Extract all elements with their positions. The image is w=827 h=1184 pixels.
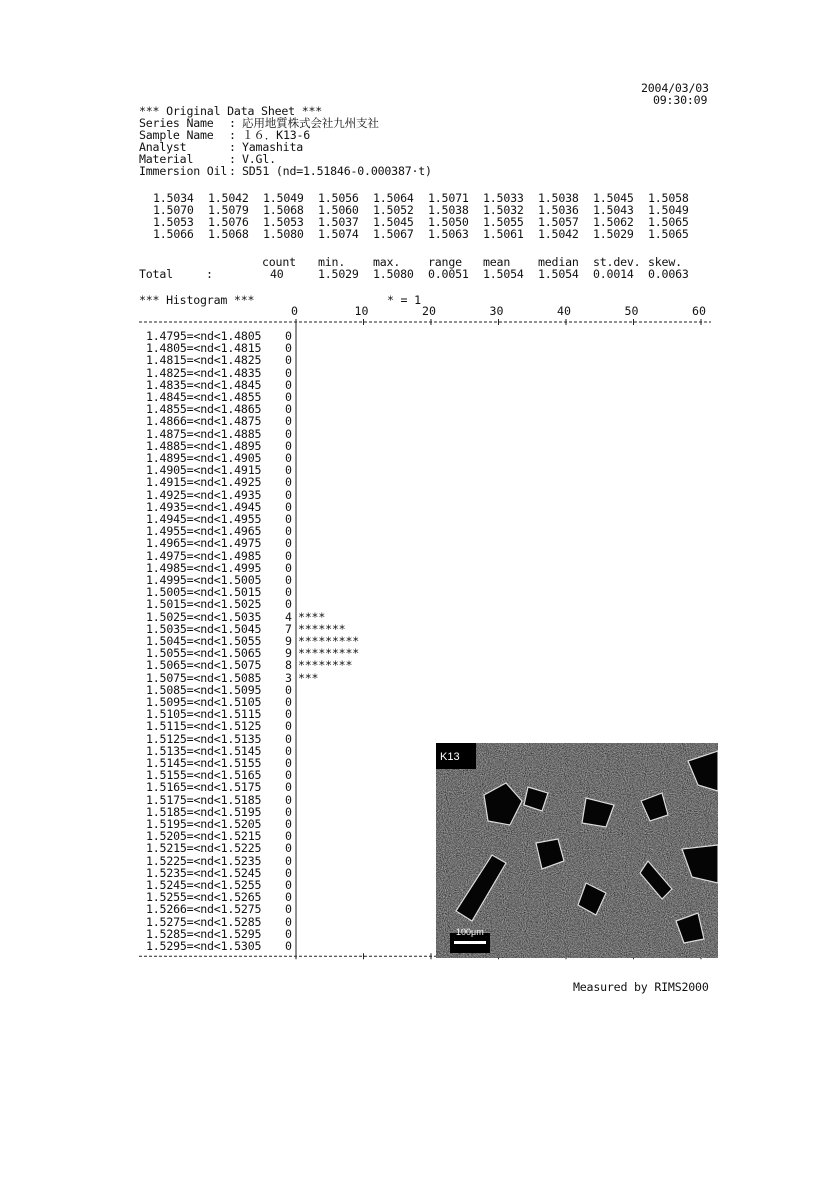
histogram-bar: *** bbox=[298, 670, 319, 685]
stat-header: count bbox=[262, 255, 296, 269]
histogram-bin-count: 0 bbox=[285, 865, 292, 880]
measurement-value: 1.5053 bbox=[263, 215, 304, 229]
histogram-bin-count: 0 bbox=[285, 560, 292, 575]
field-value: 応用地質株式会社九州支社 bbox=[242, 116, 379, 130]
histogram-bin-range: 1.5225=<nd<1.5235 bbox=[146, 853, 262, 868]
measurement-value: 1.5061 bbox=[483, 227, 524, 241]
micrograph-image bbox=[436, 743, 718, 958]
stat-value: 0.0014 bbox=[593, 267, 634, 281]
measurement-value: 1.5038 bbox=[428, 203, 469, 217]
scale-bar-label: 100μm bbox=[456, 927, 484, 937]
histogram-bin-range: 1.4975=<nd<1.4985 bbox=[146, 548, 262, 563]
histogram-bin-range: 1.5135=<nd<1.5145 bbox=[146, 743, 262, 758]
histogram-bin-range: 1.5005=<nd<1.5015 bbox=[146, 585, 262, 600]
print-date: 2004/03/03 bbox=[641, 81, 709, 95]
histogram-bin-range: 1.5115=<nd<1.5125 bbox=[146, 719, 262, 734]
histogram-bin-range: 1.4795=<nd<1.4805 bbox=[146, 329, 262, 343]
histogram-bin-range: 1.4895=<nd<1.4905 bbox=[146, 451, 262, 465]
histogram-bin-range: 1.4885=<nd<1.4895 bbox=[146, 438, 262, 453]
field-value: V.Gl. bbox=[242, 152, 276, 166]
stat-value: 1.5080 bbox=[373, 267, 414, 281]
histogram-bin-count: 0 bbox=[285, 341, 292, 356]
measurement-value: 1.5080 bbox=[263, 227, 304, 241]
histogram-bin-count: 0 bbox=[285, 414, 292, 429]
measurement-value: 1.5060 bbox=[318, 203, 359, 217]
histogram-bin-count: 0 bbox=[285, 329, 292, 343]
histogram-bin-count: 0 bbox=[285, 475, 292, 490]
measurement-value: 1.5070 bbox=[153, 203, 194, 217]
measurement-value: 1.5055 bbox=[483, 215, 524, 229]
histogram-bin-count: 0 bbox=[285, 573, 292, 587]
measurement-value: 1.5029 bbox=[593, 227, 634, 241]
histogram-bin-range: 1.5266=<nd<1.5275 bbox=[146, 902, 262, 917]
histogram-bin-range: 1.5045=<nd<1.5055 bbox=[146, 634, 262, 648]
measurement-value: 1.5065 bbox=[648, 215, 689, 229]
field-value: Yamashita bbox=[242, 140, 304, 154]
field-label: Material bbox=[139, 152, 194, 166]
histogram-bin-range: 1.5215=<nd<1.5225 bbox=[146, 841, 262, 856]
measurement-value: 1.5050 bbox=[428, 215, 469, 229]
histogram-bin-count: 0 bbox=[285, 487, 292, 502]
measurement-value: 1.5052 bbox=[373, 203, 414, 217]
histogram-bin-count: 0 bbox=[285, 451, 292, 465]
axis-tick-label: 60 bbox=[692, 304, 706, 318]
measurement-value: 1.5068 bbox=[208, 227, 249, 241]
measurement-value: 1.5067 bbox=[373, 227, 414, 241]
field-label: Immersion Oil bbox=[139, 164, 228, 178]
stat-header: st.dev. bbox=[593, 255, 641, 269]
histogram-bin-count: 0 bbox=[285, 463, 292, 478]
histogram-bin-range: 1.4965=<nd<1.4975 bbox=[146, 536, 262, 551]
stat-colon: : bbox=[206, 267, 213, 281]
stat-row-label: Total bbox=[139, 267, 173, 281]
histogram-bin-range: 1.5065=<nd<1.5075 bbox=[146, 658, 262, 673]
measurement-value: 1.5071 bbox=[428, 191, 469, 205]
histogram-bin-count: 0 bbox=[285, 768, 292, 783]
histogram-bin-count: 4 bbox=[285, 609, 292, 624]
measurement-value: 1.5033 bbox=[483, 191, 524, 205]
footer-credit: Measured by RIMS2000 bbox=[573, 980, 709, 994]
histogram-bin-count: 0 bbox=[285, 780, 292, 795]
measurement-value: 1.5034 bbox=[153, 191, 194, 205]
stat-value: 0.0051 bbox=[428, 267, 469, 281]
field-colon: : bbox=[229, 128, 236, 142]
histogram-bin-count: 0 bbox=[285, 353, 292, 368]
stat-header: range bbox=[428, 255, 462, 269]
measurement-value: 1.5079 bbox=[208, 203, 249, 217]
histogram-bin-range: 1.5125=<nd<1.5135 bbox=[146, 731, 262, 746]
histogram-bin-range: 1.4955=<nd<1.4965 bbox=[146, 524, 262, 539]
measurement-value: 1.5045 bbox=[373, 215, 414, 229]
measurement-value: 1.5038 bbox=[538, 191, 579, 205]
measurement-value: 1.5064 bbox=[373, 191, 414, 205]
measurement-value: 1.5065 bbox=[648, 227, 689, 241]
histogram-bin-range: 1.4995=<nd<1.5005 bbox=[146, 573, 262, 587]
measurement-value: 1.5032 bbox=[483, 203, 524, 217]
histogram-bin-range: 1.4945=<nd<1.4955 bbox=[146, 512, 262, 526]
histogram-bin-count: 0 bbox=[285, 853, 292, 868]
histogram-bin-range: 1.4825=<nd<1.4835 bbox=[146, 365, 262, 380]
histogram-bin-range: 1.5165=<nd<1.5175 bbox=[146, 780, 262, 795]
histogram-bar: ********* bbox=[298, 634, 360, 648]
axis-tick-label: 10 bbox=[354, 304, 369, 318]
histogram-bin-range: 1.4815=<nd<1.4825 bbox=[146, 353, 262, 368]
stat-value: 1.5029 bbox=[318, 267, 359, 281]
histogram-bin-count: 0 bbox=[285, 792, 292, 807]
histogram-bin-count: 0 bbox=[285, 524, 292, 539]
histogram-bin-count: 0 bbox=[285, 499, 292, 514]
histogram-bin-range: 1.5195=<nd<1.5205 bbox=[146, 817, 262, 831]
field-value: SD51 (nd=1.51846-0.000387·t) bbox=[242, 164, 432, 178]
histogram-bin-range: 1.4835=<nd<1.4845 bbox=[146, 377, 262, 392]
histogram-bin-count: 3 bbox=[285, 670, 292, 685]
histogram-bin-range: 1.5245=<nd<1.5255 bbox=[146, 878, 262, 892]
histogram-bin-range: 1.5145=<nd<1.5155 bbox=[146, 756, 262, 770]
histogram-bin-count: 0 bbox=[285, 804, 292, 819]
measurement-value: 1.5056 bbox=[318, 191, 359, 205]
histogram-bar: ********* bbox=[298, 646, 360, 661]
measurement-value: 1.5063 bbox=[428, 227, 469, 241]
histogram-bin-count: 0 bbox=[285, 841, 292, 856]
micrograph-texture bbox=[436, 743, 718, 958]
stat-value: 0.0063 bbox=[648, 267, 689, 281]
histogram-bin-count: 0 bbox=[285, 402, 292, 417]
histogram-bin-range: 1.4875=<nd<1.4885 bbox=[146, 426, 262, 441]
histogram-bin-range: 1.5035=<nd<1.5045 bbox=[146, 621, 262, 636]
histogram-bin-range: 1.4866=<nd<1.4875 bbox=[146, 414, 262, 429]
histogram-bin-range: 1.4935=<nd<1.4945 bbox=[146, 499, 262, 514]
histogram-bar: ******** bbox=[298, 658, 353, 673]
histogram-bin-range: 1.4905=<nd<1.4915 bbox=[146, 463, 262, 478]
field-colon: : bbox=[229, 152, 236, 166]
histogram-bin-range: 1.4985=<nd<1.4995 bbox=[146, 560, 262, 575]
sheet-title: *** Original Data Sheet *** bbox=[139, 104, 323, 118]
measurement-value: 1.5037 bbox=[318, 215, 359, 229]
histogram-bin-count: 0 bbox=[285, 926, 292, 941]
field-label: Series Name bbox=[139, 116, 214, 130]
axis-tick-label: 20 bbox=[422, 304, 436, 318]
histogram-bin-count: 0 bbox=[285, 829, 292, 844]
histogram-bin-range: 1.5235=<nd<1.5245 bbox=[146, 865, 262, 880]
stat-value: 40 bbox=[270, 267, 284, 281]
histogram-bin-count: 0 bbox=[285, 536, 292, 551]
histogram-bin-count: 0 bbox=[285, 426, 292, 441]
histogram-bin-count: 0 bbox=[285, 817, 292, 831]
histogram-bin-count: 9 bbox=[285, 634, 292, 648]
histogram-title: *** Histogram *** bbox=[139, 293, 255, 307]
stat-value: 1.5054 bbox=[483, 267, 524, 281]
histogram-bin-count: 0 bbox=[285, 878, 292, 892]
stat-header: skew. bbox=[648, 255, 682, 269]
histogram-bin-count: 0 bbox=[285, 585, 292, 600]
histogram-bin-count: 0 bbox=[285, 890, 292, 905]
histogram-bin-count: 0 bbox=[285, 695, 292, 709]
histogram-bin-count: 0 bbox=[285, 438, 292, 453]
histogram-bin-count: 0 bbox=[285, 707, 292, 722]
stat-header: median bbox=[538, 255, 579, 269]
histogram-bin-count: 0 bbox=[285, 548, 292, 563]
measurement-value: 1.5045 bbox=[593, 191, 634, 205]
histogram-bin-range: 1.4805=<nd<1.4815 bbox=[146, 341, 262, 356]
histogram-bin-range: 1.5095=<nd<1.5105 bbox=[146, 695, 262, 709]
measurement-value: 1.5049 bbox=[263, 191, 304, 205]
histogram-bin-count: 0 bbox=[285, 719, 292, 734]
histogram-bin-count: 0 bbox=[285, 365, 292, 380]
measurement-value: 1.5049 bbox=[648, 203, 689, 217]
measurement-value: 1.5053 bbox=[153, 215, 194, 229]
histogram-bin-range: 1.4925=<nd<1.4935 bbox=[146, 487, 262, 502]
measurement-value: 1.5074 bbox=[318, 227, 359, 241]
histogram-legend: * = 1 bbox=[387, 293, 421, 307]
measurement-value: 1.5068 bbox=[263, 203, 304, 217]
measurement-value: 1.5058 bbox=[648, 191, 689, 205]
histogram-bin-count: 0 bbox=[285, 731, 292, 746]
histogram-bin-range: 1.5275=<nd<1.5285 bbox=[146, 914, 262, 929]
histogram-bin-count: 8 bbox=[285, 658, 292, 673]
stat-header: min. bbox=[318, 255, 346, 269]
stat-header: max. bbox=[373, 255, 401, 269]
histogram-bin-range: 1.5015=<nd<1.5025 bbox=[146, 597, 262, 612]
histogram-bin-count: 0 bbox=[285, 682, 292, 697]
histogram-bin-range: 1.5185=<nd<1.5195 bbox=[146, 804, 262, 819]
histogram-bin-range: 1.5155=<nd<1.5165 bbox=[146, 768, 262, 783]
histogram-bin-range: 1.5055=<nd<1.5065 bbox=[146, 646, 262, 661]
histogram-bin-range: 1.5075=<nd<1.5085 bbox=[146, 670, 262, 685]
axis-tick-label: 40 bbox=[557, 304, 571, 318]
histogram-bin-count: 0 bbox=[285, 914, 292, 929]
histogram-bin-range: 1.4845=<nd<1.4855 bbox=[146, 390, 262, 404]
axis-tick-label: 0 bbox=[291, 304, 298, 318]
histogram-bin-count: 0 bbox=[285, 756, 292, 770]
scale-bar bbox=[454, 941, 486, 944]
micrograph-label: K13 bbox=[440, 751, 460, 763]
histogram-bin-range: 1.5085=<nd<1.5095 bbox=[146, 682, 262, 697]
stat-header: mean bbox=[483, 255, 511, 269]
print-time: 09:30:09 bbox=[653, 93, 708, 107]
histogram-bin-count: 0 bbox=[285, 377, 292, 392]
measurement-value: 1.5036 bbox=[538, 203, 579, 217]
histogram-bin-range: 1.4915=<nd<1.4925 bbox=[146, 475, 262, 490]
histogram-bin-range: 1.5295=<nd<1.5305 bbox=[146, 939, 262, 953]
field-colon: : bbox=[229, 116, 236, 130]
measurement-value: 1.5057 bbox=[538, 215, 579, 229]
field-label: Sample Name bbox=[139, 128, 214, 142]
measurement-value: 1.5042 bbox=[538, 227, 579, 241]
field-colon: : bbox=[229, 140, 236, 154]
histogram-bin-range: 1.5285=<nd<1.5295 bbox=[146, 926, 262, 941]
histogram-bin-count: 0 bbox=[285, 939, 292, 953]
axis-tick-label: 30 bbox=[489, 304, 504, 318]
histogram-bin-count: 0 bbox=[285, 512, 292, 526]
stat-value: 1.5054 bbox=[538, 267, 579, 281]
histogram-bin-count: 0 bbox=[285, 902, 292, 917]
field-colon: : bbox=[229, 164, 236, 178]
measurement-value: 1.5066 bbox=[153, 227, 194, 241]
histogram-bin-range: 1.5105=<nd<1.5115 bbox=[146, 707, 262, 722]
histogram-bin-range: 1.5025=<nd<1.5035 bbox=[146, 609, 262, 624]
histogram-bin-range: 1.5205=<nd<1.5215 bbox=[146, 829, 262, 844]
field-label: Analyst bbox=[139, 140, 187, 154]
histogram-bin-count: 9 bbox=[285, 646, 292, 661]
histogram-bin-count: 0 bbox=[285, 390, 292, 404]
axis-tick-label: 50 bbox=[624, 304, 639, 318]
measurement-value: 1.5076 bbox=[208, 215, 249, 229]
histogram-bin-count: 7 bbox=[285, 621, 292, 636]
histogram-bin-range: 1.5255=<nd<1.5265 bbox=[146, 890, 262, 905]
field-value: １６．K13-6 bbox=[242, 128, 311, 142]
measurement-value: 1.5062 bbox=[593, 215, 634, 229]
histogram-bin-count: 0 bbox=[285, 597, 292, 612]
measurement-value: 1.5043 bbox=[593, 203, 634, 217]
measurement-value: 1.5042 bbox=[208, 191, 249, 205]
histogram-bin-range: 1.4855=<nd<1.4865 bbox=[146, 402, 262, 417]
histogram-bar: ******* bbox=[298, 621, 346, 636]
histogram-bin-range: 1.5175=<nd<1.5185 bbox=[146, 792, 262, 807]
histogram-bin-count: 0 bbox=[285, 743, 292, 758]
histogram-bar: **** bbox=[298, 609, 326, 624]
